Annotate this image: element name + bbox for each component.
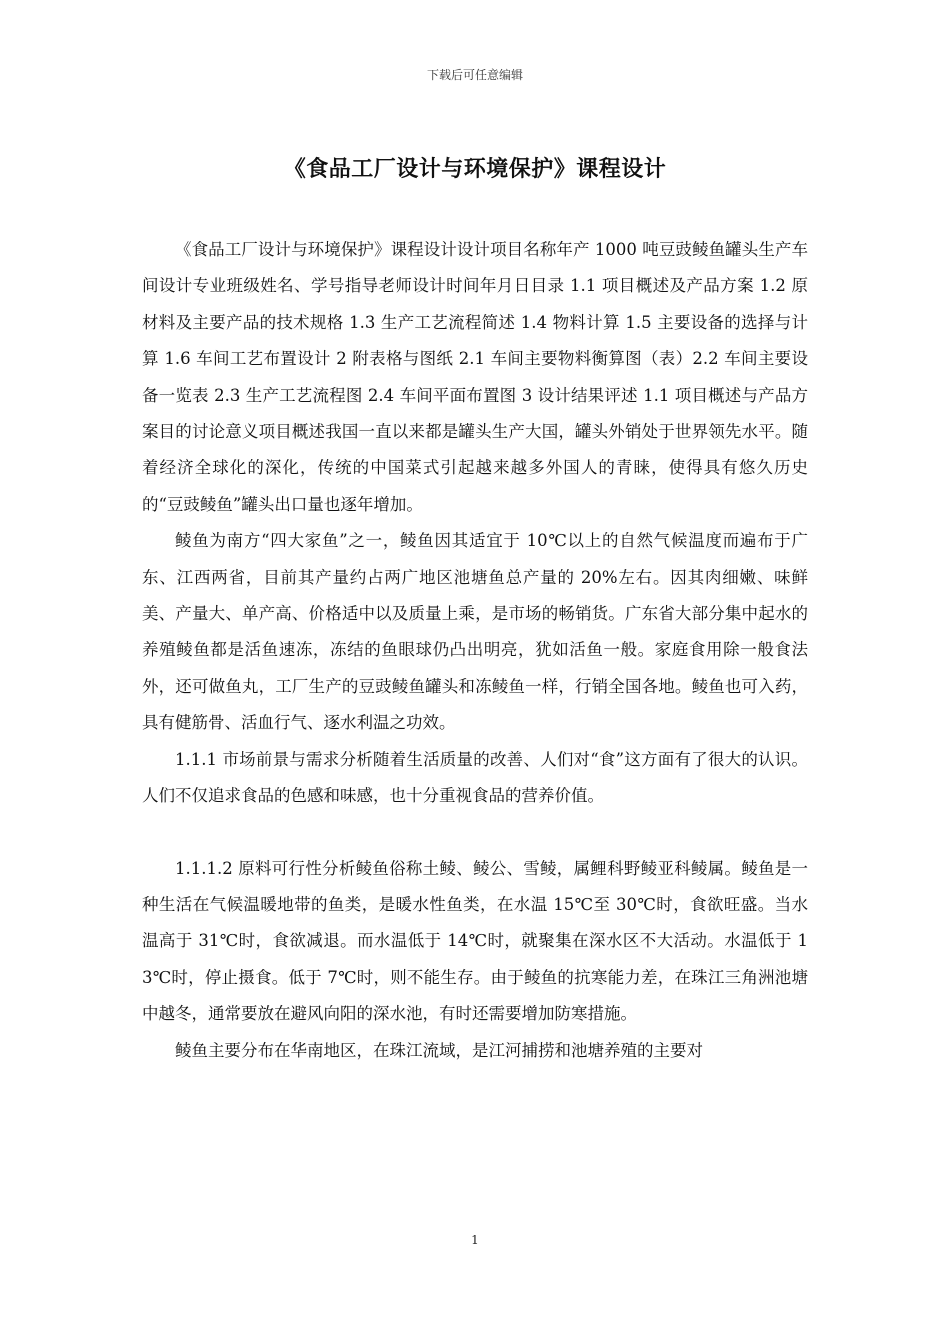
- paragraph-raw-material: 1.1.1.2 原料可行性分析鲮鱼俗称土鲮、鲮公、雪鲮，属鲤科野鲮亚科鲮属。鲮鱼是一种生活在气候温暖地带的鱼类，是暖水性鱼类，在水温 15℃至 30℃时，食欲旺盛。当水温高于 31℃时，食欲减退。而水温低于 14℃时，就聚集在深水区不大活动。水温低于 13℃时，停止摄食。低于 7℃时，则不能生存。由于鲮鱼的抗寒能力差，在珠江三角洲池塘中越冬，通常要放在避风向阳的深水池，有时还需要增加防寒措施。: [142, 858, 808, 1024]
- paragraph-intro: 《食品工厂设计与环境保护》课程设计设计项目名称年产 1000 吨豆豉鲮鱼罐头生产车间设计专业班级姓名、学号指导老师设计时间年月日目录 1.1 项目概述及产品方案 1.2 原材料及主要产品的技术规格 1.3 生产工艺流程简述 1.4 物料计算 1.5 主要设备的选择与计算 1.6 车间工艺布置设计 2 附表格与图纸 2.1 车间主要物料衡算图（表）2.2 车间主要设备一览表 2.3 生产工艺流程图 2.4 车间平面布置图 3 设计结果评述 1.1 项目概述与产品方案目的讨论意义项目概述我国一直以来都是罐头生产大国，罐头外销处于世界领先水平。随着经济全球化的深化，传统的中国菜式引起越来越多外国人的青睐，使得具有悠久历史的“豆豉鲮鱼”罐头出口量也逐年增加。: [142, 240, 808, 514]
- paragraph-dace: 鲮鱼为南方“四大家鱼”之一，鲮鱼因其适宜于 10℃以上的自然气候温度而遍布于广东、江西两省，目前其产量约占两广地区池塘鱼总产量的 20%左右。因其肉细嫩、味鲜美、产量大、单产高、价格适中以及质量上乘，是市场的畅销货。广东省大部分集中起水的养殖鲮鱼都是活鱼速冻，冻结的鱼眼球仍凸出明亮，犹如活鱼一般。家庭食用除一般食法外，还可做鱼丸，工厂生产的豆豉鲮鱼罐头和冻鲮鱼一样，行销全国各地。鲮鱼也可入药，具有健筋骨、活血行气、逐水利温之功效。: [142, 531, 808, 733]
- page-title: 《食品工厂设计与环境保护》课程设计: [283, 157, 667, 182]
- page-number: 1: [471, 1233, 479, 1247]
- paragraph-market: 1.1.1 市场前景与需求分析随着生活质量的改善、人们对“食”这方面有了很大的认识。人们不仅追求食品的色感和味感，也十分重视食品的营养价值。: [142, 749, 808, 806]
- document-body: [142, 232, 808, 1069]
- page-header: 下载后可任意编辑: [426, 68, 523, 82]
- paragraph-distribution: 鲮鱼主要分布在华南地区，在珠江流域，是江河捕捞和池塘养殖的主要对: [175, 1040, 703, 1060]
